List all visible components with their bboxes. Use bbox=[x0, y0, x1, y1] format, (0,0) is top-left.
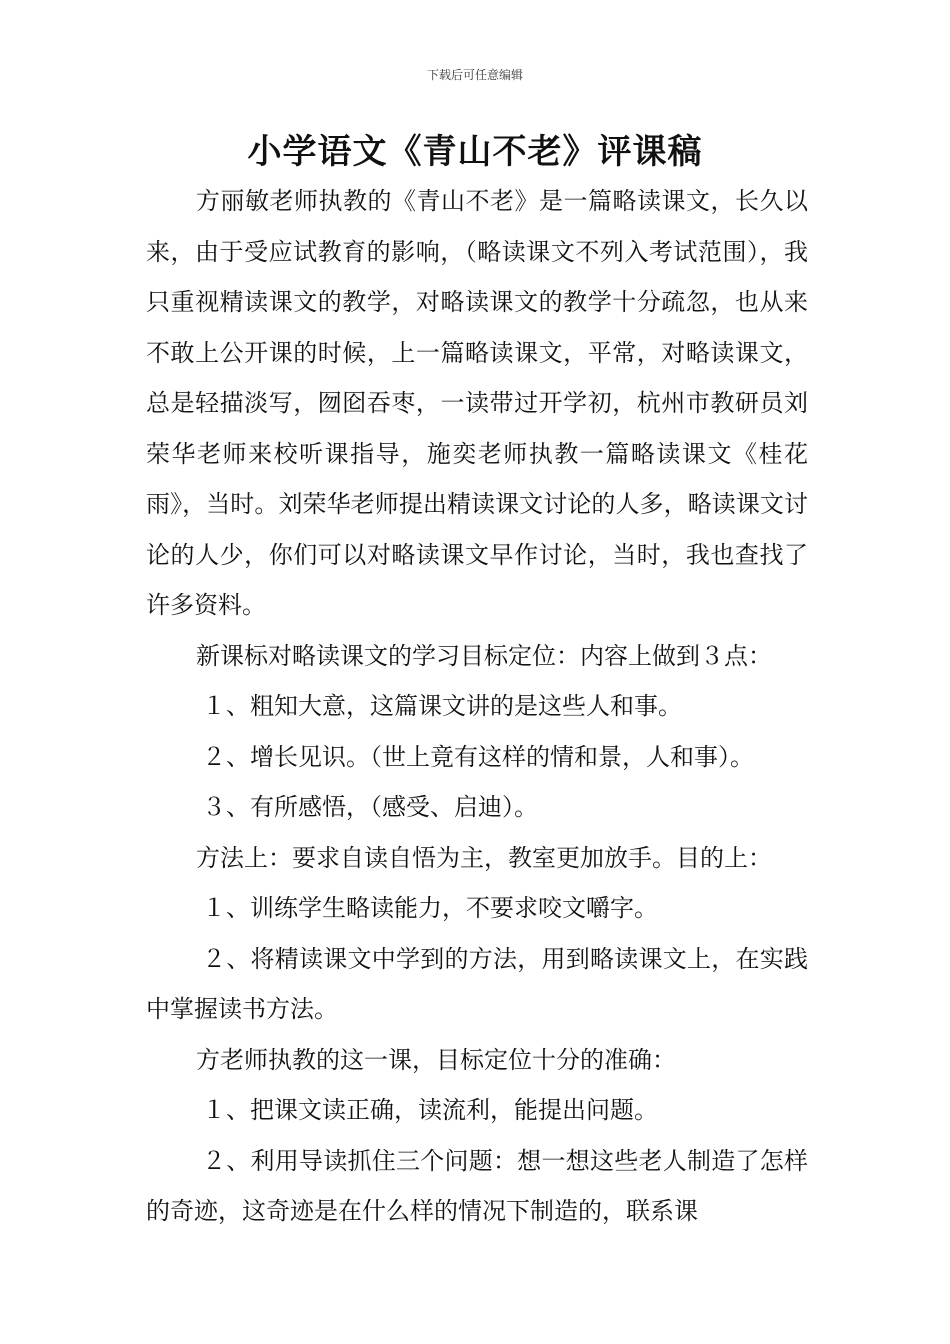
list-item: ２、将精读课文中学到的方法，用到略读课文上，在实践中掌握读书方法。 bbox=[146, 944, 808, 1023]
paragraph-curriculum-goals: 新课标对略读课文的学习目标定位：内容上做到３点： bbox=[196, 641, 772, 670]
document-body bbox=[146, 176, 808, 1237]
list-item: ２、利用导读抓住三个问题：想一想这些老人制造了怎样的奇迹，这奇迹是在什么样的情况下制造的，联系课 bbox=[146, 1146, 808, 1225]
paragraph-intro: 方丽敏老师执教的《青山不老》是一篇略读课文，长久以来，由于受应试教育的影响，（略读课文不列入考试范围），我只重视精读课文的教学，对略读课文的教学十分疏忽，也从来不敢上公开课的时候，上一篇略读课文，平常，对略读课文，总是轻描淡写，囫囵吞枣，一读带过开学初，杭州市教研员刘荣华老师来校听课指导，施奕老师执教一篇略读课文《桂花雨》，当时。刘荣华老师提出精读课文讨论的人多，略读课文讨论的人少，你们可以对略读课文早作讨论，当时，我也查找了许多资料。 bbox=[146, 187, 808, 619]
paragraph-methods: 方法上：要求自读自悟为主，教室更加放手。目的上： bbox=[196, 843, 772, 872]
list-item: １、训练学生略读能力，不要求咬文嚼字。 bbox=[202, 894, 658, 922]
paragraph-lesson-goals: 方老师执教的这一课，目标定位十分的准确： bbox=[196, 1045, 676, 1074]
list-item: １、粗知大意，这篇课文讲的是这些人和事。 bbox=[202, 692, 682, 720]
list-item: ２、增长见识。（世上竟有这样的情和景，人和事）。 bbox=[202, 742, 754, 771]
header-note: 下载后可任意编辑 bbox=[426, 68, 523, 82]
list-item: ３、有所感悟，（感受、启迪）。 bbox=[202, 793, 538, 821]
list-item: １、把课文读正确，读流利，能提出问题。 bbox=[202, 1096, 658, 1124]
page-title: 小学语文《青山不老》评课稿 bbox=[247, 132, 703, 172]
